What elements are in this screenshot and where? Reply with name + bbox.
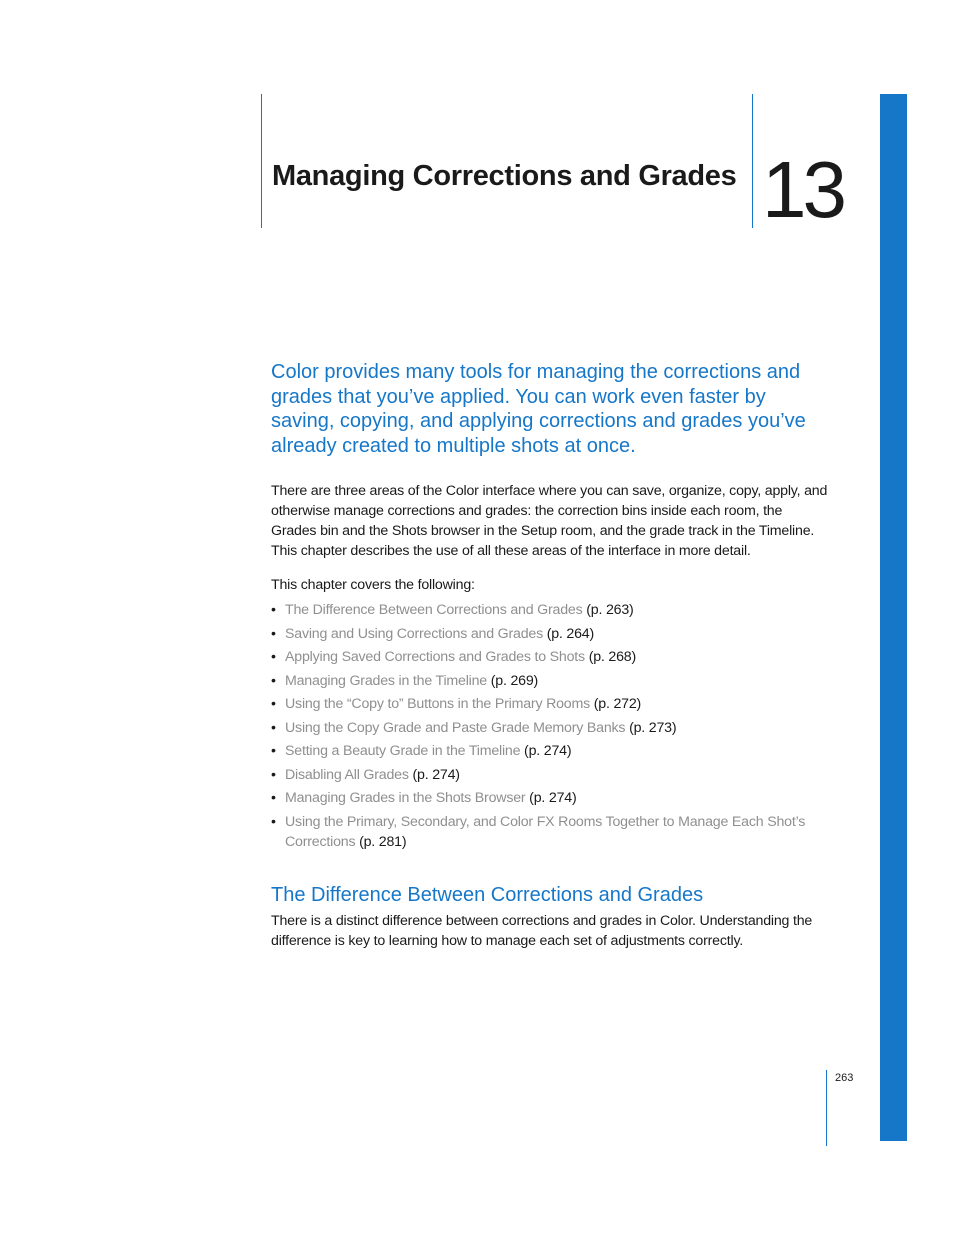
bullet: • bbox=[271, 672, 276, 689]
chapter-title: Managing Corrections and Grades bbox=[272, 160, 737, 192]
bullet: • bbox=[271, 790, 276, 806]
toc-link[interactable]: The Difference Between Corrections and Grades bbox=[285, 602, 583, 618]
title-right-rule bbox=[752, 94, 753, 228]
toc-page-ref: (p. 272) bbox=[590, 696, 642, 712]
list-item bbox=[271, 718, 831, 738]
list-item bbox=[271, 647, 831, 667]
toc-lead-in: This chapter covers the following: bbox=[271, 577, 475, 593]
toc-page-ref: (p. 269) bbox=[487, 672, 539, 689]
toc-page-ref: (p. 281) bbox=[355, 833, 407, 850]
title-left-rule bbox=[261, 94, 262, 228]
toc-link[interactable]: Managing Grades in the Timeline bbox=[285, 672, 487, 689]
bullet: • bbox=[271, 719, 276, 736]
toc-link[interactable]: Saving and Using Corrections and Grades bbox=[285, 625, 543, 642]
toc-link[interactable]: Managing Grades in the Shots Browser bbox=[285, 790, 526, 806]
toc-page-ref: (p. 263) bbox=[582, 602, 634, 618]
toc-link[interactable]: Setting a Beauty Grade in the Timeline bbox=[285, 743, 521, 759]
list-item bbox=[271, 741, 831, 761]
toc-page-ref: (p. 264) bbox=[542, 625, 595, 642]
page-number: 263 bbox=[835, 1072, 854, 1084]
list-item bbox=[271, 694, 831, 714]
bullet: • bbox=[271, 625, 276, 642]
page-number-rule bbox=[826, 1070, 827, 1146]
toc-page-ref: (p. 273) bbox=[625, 719, 677, 736]
list-item bbox=[271, 765, 831, 785]
toc-page-ref: (p. 274) bbox=[408, 766, 460, 783]
chapter-contents-list bbox=[271, 600, 831, 855]
list-item bbox=[271, 624, 831, 644]
bullet: • bbox=[271, 743, 276, 759]
section-paragraph: There is a distinct difference between corrections and grades in Color. Understanding the difference is key to learning how to manage each set of adjustments correctly. bbox=[271, 913, 813, 949]
toc-link[interactable]: Using the Copy Grade and Paste Grade Memory Banks bbox=[285, 719, 626, 736]
bullet: • bbox=[271, 813, 276, 830]
intro-paragraph: There are three areas of the Color interface where you can save, organize, copy, apply, and otherwise manage corrections and grades: the correction bins inside each room, the Grades bin and the Shots browser in the Setup room, and the grade track in the Timeline. This chapter describes the use of all these areas of the interface in more detail. bbox=[271, 483, 828, 559]
list-item bbox=[271, 600, 831, 620]
toc-link[interactable]: Disabling All Grades bbox=[285, 766, 409, 783]
bullet: • bbox=[271, 602, 276, 618]
section-heading: The Difference Between Corrections and Grades bbox=[271, 884, 704, 906]
chapter-side-tab bbox=[880, 94, 907, 1141]
toc-link[interactable]: Using the “Copy to” Buttons in the Primary Rooms bbox=[285, 696, 591, 712]
list-item bbox=[271, 812, 831, 852]
toc-link[interactable]: Applying Saved Corrections and Grades to Shots bbox=[285, 649, 585, 665]
toc-page-ref: (p. 268) bbox=[584, 649, 636, 665]
toc-link[interactable]: Using the Primary, Secondary, and Color FX Rooms Together to Manage Each Shot’s Corrections bbox=[285, 813, 806, 850]
chapter-number: 13 bbox=[762, 145, 843, 234]
list-item bbox=[271, 788, 831, 808]
list-item bbox=[271, 671, 831, 691]
bullet: • bbox=[271, 766, 276, 783]
toc-page-ref: (p. 274) bbox=[520, 743, 572, 759]
bullet: • bbox=[271, 696, 276, 712]
toc-page-ref: (p. 274) bbox=[525, 790, 577, 806]
chapter-intro: Color provides many tools for managing the corrections and grades that you’ve applied. You can work even faster by saving, copying, and applying corrections and grades you’ve already created to multiple shots at once. bbox=[271, 361, 806, 457]
bullet: • bbox=[271, 649, 276, 665]
